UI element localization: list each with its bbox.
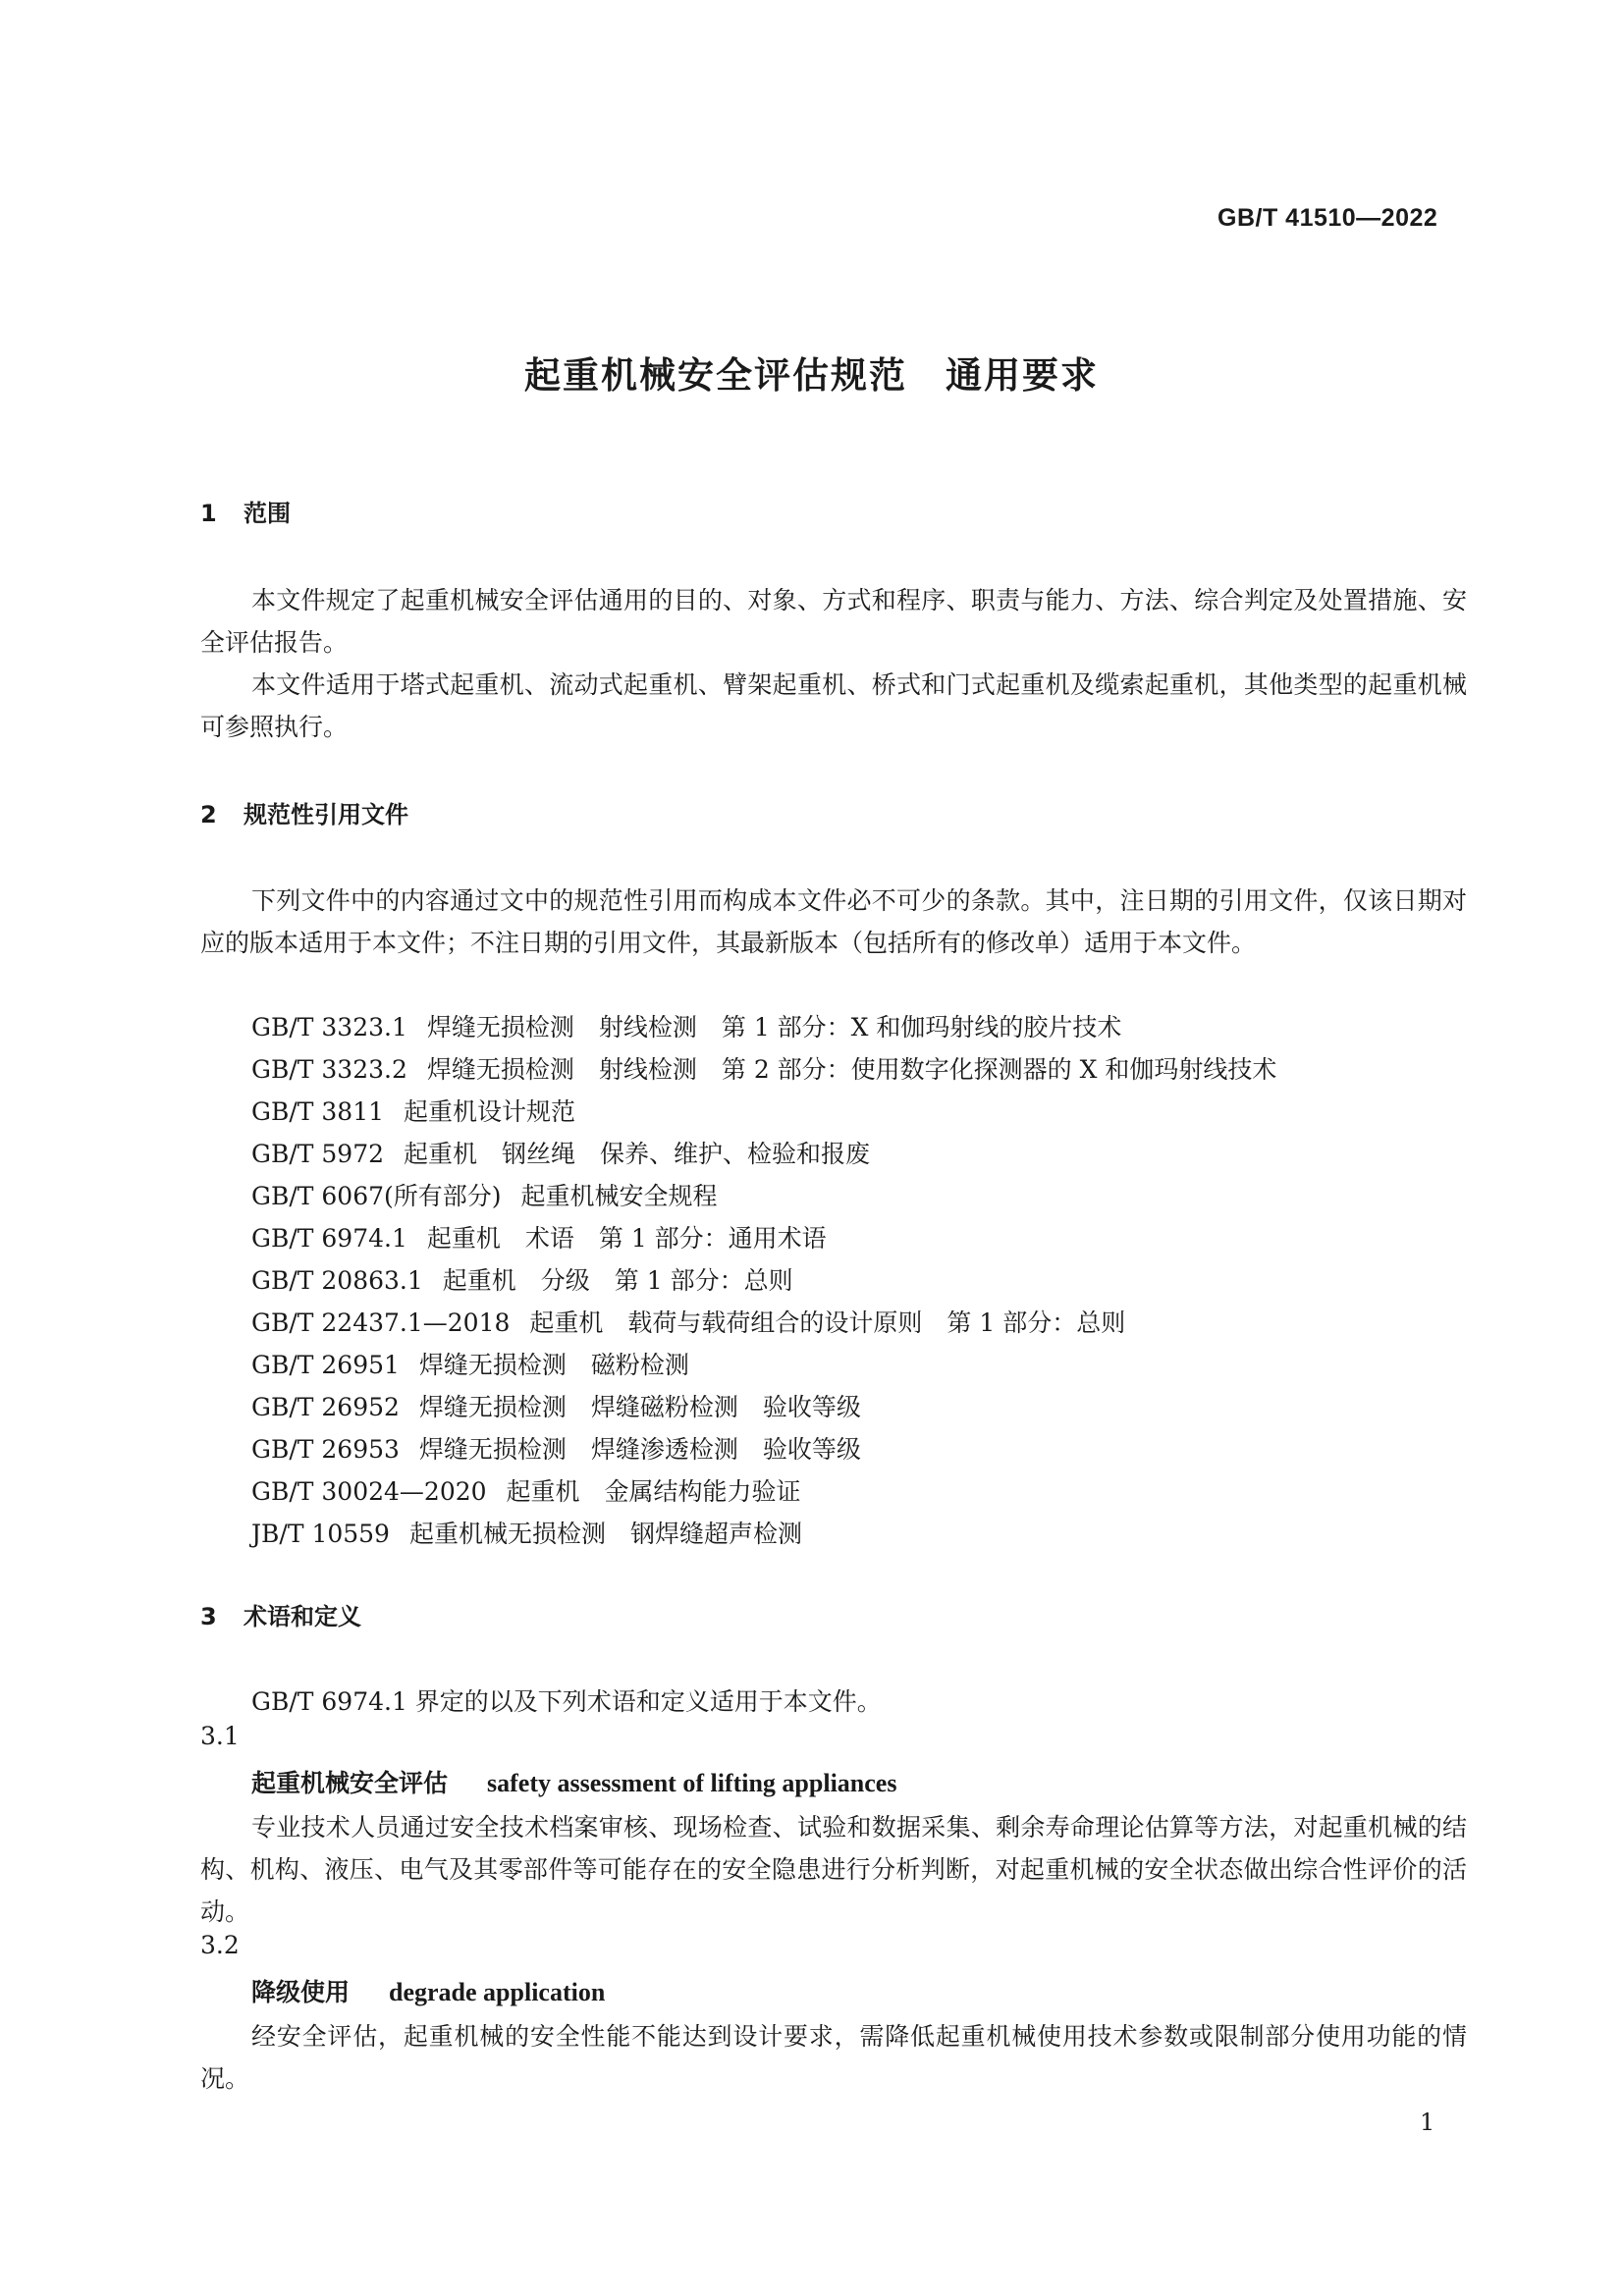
references-intro: 下列文件中的内容通过文中的规范性引用而构成本文件必不可少的条款。其中，注日期的引用文件，仅该日期对应的版本适用于本文件；不注日期的引用文件，其最新版本（包括所有的修改单）适用于本文件。 <box>200 886 1467 957</box>
clause-number-3-2: 3.2 <box>200 1931 240 1959</box>
reference-code: GB/T 30024—2020 <box>251 1477 487 1506</box>
reference-code: GB/T 6067(所有部分) <box>251 1182 502 1210</box>
section-title: 规范性引用文件 <box>243 801 408 828</box>
section-number: 3 <box>200 1603 217 1630</box>
reference-item <box>251 1470 1276 1513</box>
section-3-heading <box>200 1597 361 1631</box>
term-definition-3-1: 专业技术人员通过安全技术档案审核、现场检查、试验和数据采集、剩余寿命理论估算等方法，对起重机械的结构、机构、液压、电气及其零部件等可能存在的安全隐患进行分析判断，对起重机械的安全状态做出综合性评价的活动。 <box>200 1813 1467 1926</box>
reference-item <box>251 1302 1276 1344</box>
document-title: 起重机械安全评估规范 通用要求 <box>524 354 1099 397</box>
reference-item <box>251 1175 1276 1217</box>
reference-title: 起重机械无损检测 钢焊缝超声检测 <box>408 1520 802 1548</box>
reference-code: GB/T 20863.1 <box>251 1266 423 1295</box>
reference-list <box>251 1006 1276 1555</box>
reference-title: 起重机 载荷与载荷组合的设计原则 第 1 部分：总则 <box>529 1308 1126 1337</box>
clause-number-3-1: 3.1 <box>200 1722 240 1750</box>
reference-title: 焊缝无损检测 射线检测 第 2 部分：使用数字化探测器的 X 和伽玛射线技术 <box>426 1055 1277 1084</box>
scope-paragraph-2: 本文件适用于塔式起重机、流动式起重机、臂架起重机、桥式和门式起重机及缆索起重机，其他类型的起重机械可参照执行。 <box>200 670 1467 741</box>
scope-paragraph-1: 本文件规定了起重机械安全评估通用的目的、对象、方式和程序、职责与能力、方法、综合判定及处置措施、安全评估报告。 <box>200 586 1467 657</box>
reference-code: GB/T 3323.2 <box>251 1055 407 1084</box>
reference-title: 起重机械安全规程 <box>520 1182 718 1210</box>
reference-code: GB/T 26951 <box>251 1351 400 1379</box>
section-title: 范围 <box>243 500 291 527</box>
reference-title: 起重机 金属结构能力验证 <box>506 1477 801 1506</box>
term-definition-3-2: 经安全评估，起重机械的安全性能不能达到设计要求，需降低起重机械使用技术参数或限制部分使用功能的情况。 <box>200 2022 1467 2093</box>
reference-code: GB/T 5972 <box>251 1140 385 1168</box>
reference-title: 起重机 钢丝绳 保养、维护、检验和报废 <box>404 1140 871 1168</box>
section-title: 术语和定义 <box>243 1603 361 1630</box>
section-number: 1 <box>200 500 217 527</box>
reference-item <box>251 1217 1276 1259</box>
reference-item <box>251 1344 1276 1386</box>
reference-item <box>251 1428 1276 1470</box>
reference-title: 焊缝无损检测 射线检测 第 1 部分：X 和伽玛射线的胶片技术 <box>426 1013 1122 1041</box>
section-1-heading <box>200 494 291 528</box>
reference-code: GB/T 3323.1 <box>251 1013 407 1041</box>
reference-code: GB/T 6974.1 <box>251 1224 407 1253</box>
reference-code: JB/T 10559 <box>251 1520 390 1548</box>
reference-code: GB/T 26953 <box>251 1435 400 1464</box>
term-3-1 <box>251 1764 896 1799</box>
reference-item <box>251 1006 1276 1048</box>
reference-title: 焊缝无损检测 焊缝渗透检测 验收等级 <box>418 1435 861 1464</box>
term-english: degrade application <box>389 1978 606 2006</box>
section-2-heading <box>200 795 408 829</box>
reference-code: GB/T 22437.1—2018 <box>251 1308 511 1337</box>
reference-title: 起重机 术语 第 1 部分：通用术语 <box>426 1224 827 1253</box>
terms-intro: GB/T 6974.1 界定的以及下列术语和定义适用于本文件。 <box>251 1687 882 1716</box>
section-number: 2 <box>200 801 217 828</box>
standard-code: GB/T 41510—2022 <box>1217 204 1438 232</box>
reference-title: 焊缝无损检测 焊缝磁粉检测 验收等级 <box>418 1393 861 1421</box>
reference-code: GB/T 3811 <box>251 1097 385 1126</box>
term-chinese: 起重机械安全评估 <box>251 1769 449 1797</box>
term-english: safety assessment of lifting appliances <box>487 1769 897 1797</box>
reference-title: 焊缝无损检测 磁粉检测 <box>418 1351 689 1379</box>
reference-item <box>251 1259 1276 1302</box>
reference-code: GB/T 26952 <box>251 1393 400 1421</box>
reference-item <box>251 1513 1276 1555</box>
page-number: 1 <box>1420 2109 1435 2136</box>
reference-item <box>251 1133 1276 1175</box>
reference-item <box>251 1091 1276 1133</box>
reference-title: 起重机设计规范 <box>404 1097 576 1126</box>
term-chinese: 降级使用 <box>251 1978 351 2006</box>
reference-item <box>251 1386 1276 1428</box>
reference-title: 起重机 分级 第 1 部分：总则 <box>442 1266 793 1295</box>
term-3-2 <box>251 1973 605 2008</box>
reference-item <box>251 1048 1276 1091</box>
